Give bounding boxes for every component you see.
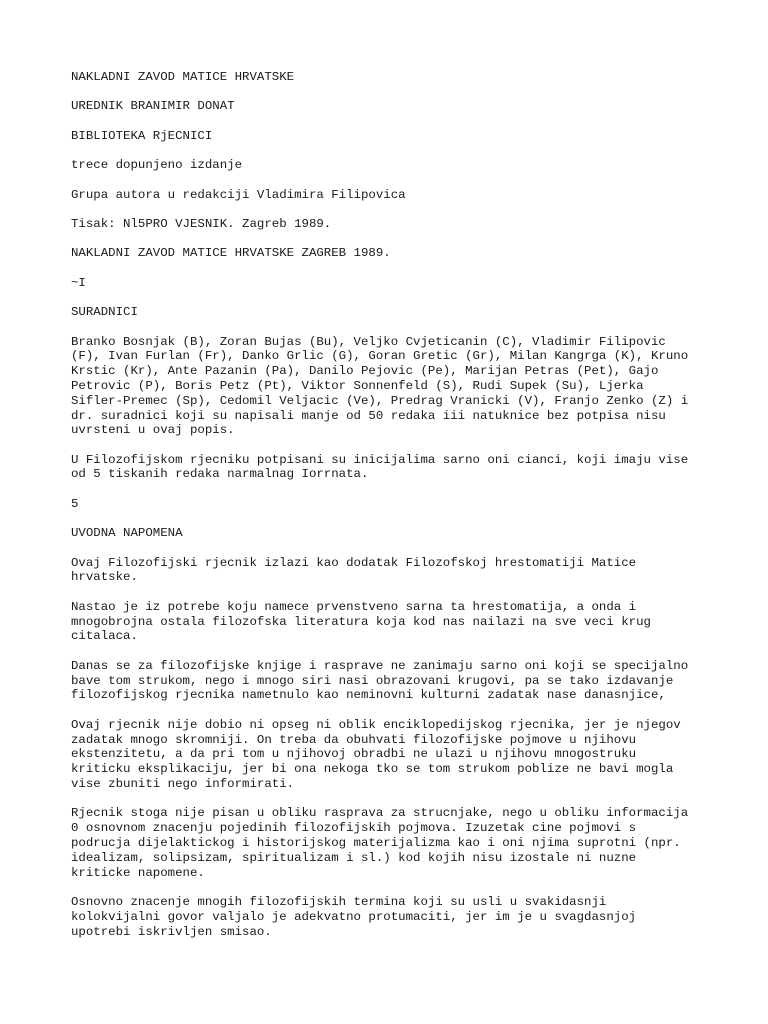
body-paragraph: Ovaj rjecnik nije dobio ni opseg ni oblik enciklopedijskog rjecnika, jer je njegov zadatak mnogo skromniji. On treba da obuhvati filozofijske pojmove u njihovu ekstenzitetu, a da pri tom u njihovoj obradbi ne ulazi u njihovu mnogostruku kriticku eksplikaciju, jer bi ona nekoga tko se tom strukom poblize ne bavi mogla vise zbuniti nego informirati. [71, 717, 681, 791]
authors-line: Grupa autora u redakciji Vladimira Filipovica [71, 187, 406, 202]
document-page [71, 70, 711, 954]
editor-line: UREDNIK BRANIMIR DONAT [71, 99, 235, 114]
body-paragraph: Danas se za filozofijske knjige i rasprave ne zanimaju sarno oni koji se specijalno bave tom strukom, nego i mnogo siri nasi obrazovani krugovi, pa se tako izdavanje filozofijskog rjecnika nametnulo kao neminovni kulturni zadatak nase danasnjice, [71, 658, 689, 703]
section-heading-introduction: UVODNA NAPOMENA [71, 526, 183, 541]
initials-note-paragraph: U Filozofijskom rjecniku potpisani su inicijalima sarno oni cianci, koji imaju vise od 5 tiskanih redaka narmalnag Iorrnata. [71, 452, 689, 482]
edition-line: trece dopunjeno izdanje [71, 158, 243, 173]
contributors-paragraph: Branko Bosnjak (B), Zoran Bujas (Bu), Veljko Cvjeticanin (C), Vladimir Filipovic (F), Ivan Furlan (Fr), Danko Grlic (G), Goran Gretic (Gr), Milan Kangrga (K), Kruno Krstic (Kr), Ante Pazanin (Pa), Danilo Pejovic (Pe), Marijan Petras (Pet), Gajo Petrovic (P), Boris Petz (Pt), Viktor Sonnenfeld (S), Rudi Supek (Su), Ljerka Sifler-Premec (Sp), Cedomil Veljacic (Ve), Predrag Vranicki (V), Franjo Zenko (Z) i dr. suradnici koji su napisali manje od 50 redaka iii natuknice bez potpisa nisu uvrsteni u ovaj popis. [71, 334, 689, 438]
page-number: 5 [71, 496, 79, 511]
body-paragraph: Osnovno znacenje mnogih filozofijskih termina koji su usli u svakidasnji kolokvijalni govor valjalo je adekvatno protumaciti, jer im je u svagdasnjoj upotrebi iskrivljen smisao. [71, 894, 637, 939]
print-line: Tisak: Nl5PRO VJESNIK. Zagreb 1989. [71, 216, 332, 231]
body-paragraph: Rjecnik stoga nije pisan u obliku rasprava za strucnjake, nego u obliku informacija 0 osnovnom znacenju pojedinih filozofijskih pojmova. Izuzetak cine pojmovi s podrucja dijelaktickog i historijskog materijalizma kao i oni njima suprotni (npr. idealizam, solipsizam, spiritualizam i sl.) kod kojih nisu izostale ni nuzne kriticke napomene. [71, 806, 689, 880]
page-marker: ~I [71, 275, 86, 290]
publisher-line: NAKLADNI ZAVOD MATICE HRVATSKE [71, 70, 295, 84]
section-heading-contributors: SURADNICI [71, 305, 138, 320]
imprint-line: NAKLADNI ZAVOD MATICE HRVATSKE ZAGREB 1989. [71, 246, 391, 261]
library-line: BIBLIOTEKA RjECNICI [71, 128, 213, 143]
body-paragraph: Nastao je iz potrebe koju namece prvenstveno sarna ta hrestomatija, a onda i mnogobrojna ostala filozofska literatura koja kod nas nailazi na sve veci krug citalaca. [71, 599, 651, 644]
body-paragraph: Ovaj Filozofijski rjecnik izlazi kao dodatak Filozofskoj hrestomatiji Matice hrvatske. [71, 555, 637, 585]
